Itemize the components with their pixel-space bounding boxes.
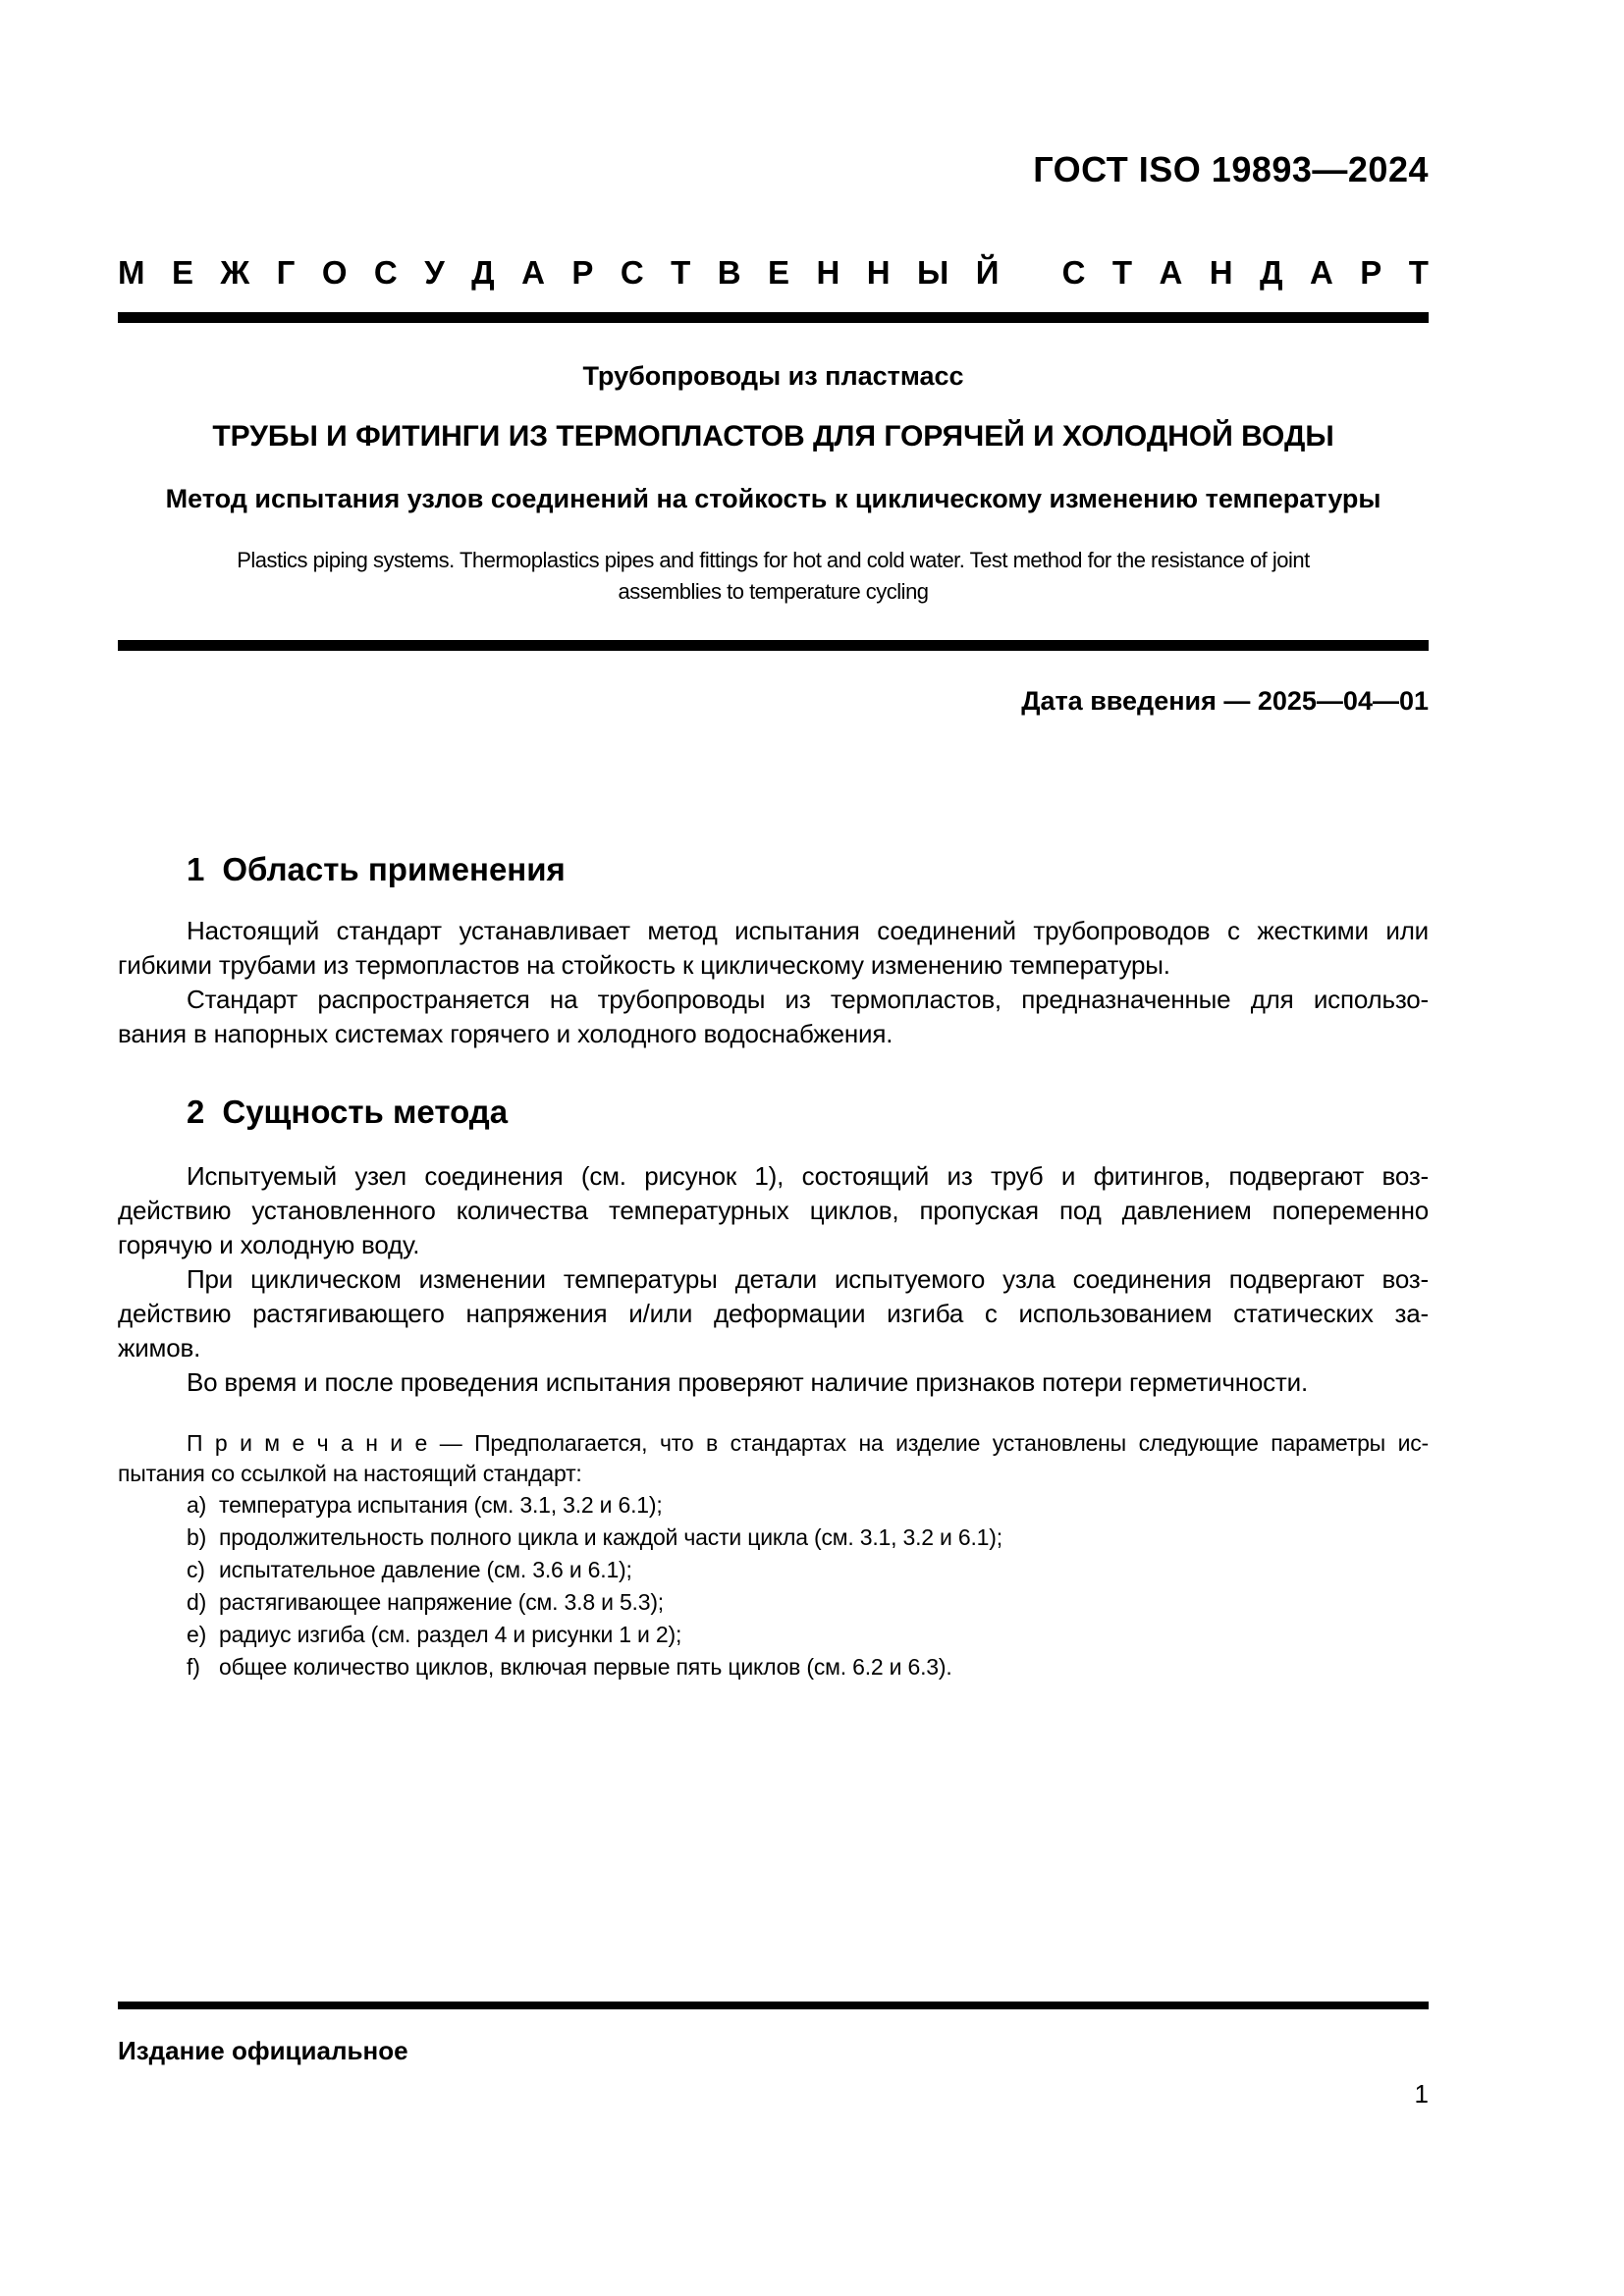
doc-english-title — [118, 545, 1429, 608]
doc-main-title: ТРУБЫ И ФИТИНГИ ИЗ ТЕРМОПЛАСТОВ ДЛЯ ГОРЯЧЕЙ И ХОЛОДНОЙ ВОДЫ — [212, 420, 1334, 453]
list-item-marker: e) — [187, 1622, 207, 1647]
section-2-title: Сущность метода — [222, 1094, 509, 1130]
list-item — [118, 1619, 1429, 1651]
list-item — [118, 1586, 1429, 1619]
paragraph-line: гибкими трубами из термопластов на стойкость к циклическому изменению температуры. — [118, 950, 1170, 980]
list-item — [118, 1489, 1429, 1522]
list-item-marker: f) — [187, 1654, 200, 1680]
mid-divider-bar — [118, 640, 1429, 651]
section-2-body — [118, 1159, 1429, 1400]
list-item-marker: b) — [187, 1524, 207, 1550]
paragraph-line: горячую и холодную воду. — [118, 1230, 420, 1259]
paragraph-line: жимов. — [118, 1333, 201, 1362]
section-1-number: 1 — [187, 851, 205, 887]
note-block — [118, 1428, 1429, 1683]
paragraph-line: При циклическом изменении температуры детали испытуемого узла соединения подвергают воз- — [187, 1264, 1429, 1294]
section-1-heading — [118, 850, 1429, 889]
edition-note: Издание официальное — [118, 2036, 408, 2065]
paragraph-line: Настоящий стандарт устанавливает метод испытания соединений трубопроводов с жесткими или — [187, 916, 1429, 945]
section-1-title: Область применения — [222, 851, 566, 887]
doc-subtitle: Метод испытания узлов соединений на стойкость к циклическому изменению температуры — [165, 484, 1381, 513]
paragraph-line: Стандарт распространяется на трубопроводы из термопластов, предназначенные для использо- — [187, 985, 1429, 1014]
effective-date: Дата введения — 2025—04—01 — [1021, 686, 1429, 716]
paragraph-line: вания в напорных системах горячего и холодного водоснабжения. — [118, 1019, 893, 1048]
list-item — [118, 1651, 1429, 1683]
list-item — [118, 1522, 1429, 1554]
section-1-body — [118, 914, 1429, 1051]
list-item-text: испытательное давление (см. 3.6 и 6.1); — [219, 1557, 632, 1582]
paragraph-line: Во время и после проведения испытания проверяют наличие признаков потери герметичности. — [187, 1367, 1308, 1397]
doc-number: ГОСТ ISO 19893—2024 — [1033, 149, 1429, 189]
list-item-marker: a) — [187, 1492, 207, 1518]
english-title-line: assemblies to temperature cycling — [618, 579, 929, 604]
page-content — [118, 149, 1429, 1683]
paragraph-line: действию установленного количества температурных циклов, пропуская под давлением попеременно — [118, 1196, 1429, 1225]
note-line: П р и м е ч а н и е — Предполагается, что в стандартах на изделие установлены следующие параметры ис- — [187, 1430, 1429, 1456]
list-item-marker: d) — [187, 1589, 207, 1615]
standard-type-title: М Е Ж Г О С У Д А Р С Т В Е Н Н Ы Й С Т А Н Д А Р Т — [118, 254, 1429, 291]
top-divider-bar — [118, 312, 1429, 323]
list-item — [118, 1554, 1429, 1586]
page-footer — [118, 2002, 1429, 2110]
doc-subject-title: Трубопроводы из пластмасс — [582, 361, 964, 391]
note-line: пытания со ссылкой на настоящий стандарт: — [118, 1461, 582, 1486]
list-item-text: общее количество циклов, включая первые пять циклов (см. 6.2 и 6.3). — [219, 1654, 952, 1680]
list-item-text: продолжительность полного цикла и каждой части цикла (см. 3.1, 3.2 и 6.1); — [219, 1524, 1002, 1550]
list-item-marker: c) — [187, 1557, 205, 1582]
paragraph-line: Испытуемый узел соединения (см. рисунок 1), состоящий из труб и фитингов, подвергают воз- — [187, 1161, 1429, 1191]
paragraph-line: действию растягивающего напряжения и/или деформации изгиба с использованием статических за- — [118, 1299, 1429, 1328]
list-item-text: температура испытания (см. 3.1, 3.2 и 6.1); — [219, 1492, 663, 1518]
english-title-line: Plastics piping systems. Thermoplastics pipes and fittings for hot and cold water. Test method for the resistance of joint — [237, 548, 1310, 572]
section-2-number: 2 — [187, 1094, 205, 1130]
footer-divider-bar — [118, 2002, 1429, 2009]
list-item-text: радиус изгиба (см. раздел 4 и рисунки 1 и 2); — [219, 1622, 682, 1647]
list-item-text: растягивающее напряжение (см. 3.8 и 5.3); — [219, 1589, 664, 1615]
section-2-heading — [118, 1093, 1429, 1132]
page-number: 1 — [1414, 2079, 1429, 2109]
